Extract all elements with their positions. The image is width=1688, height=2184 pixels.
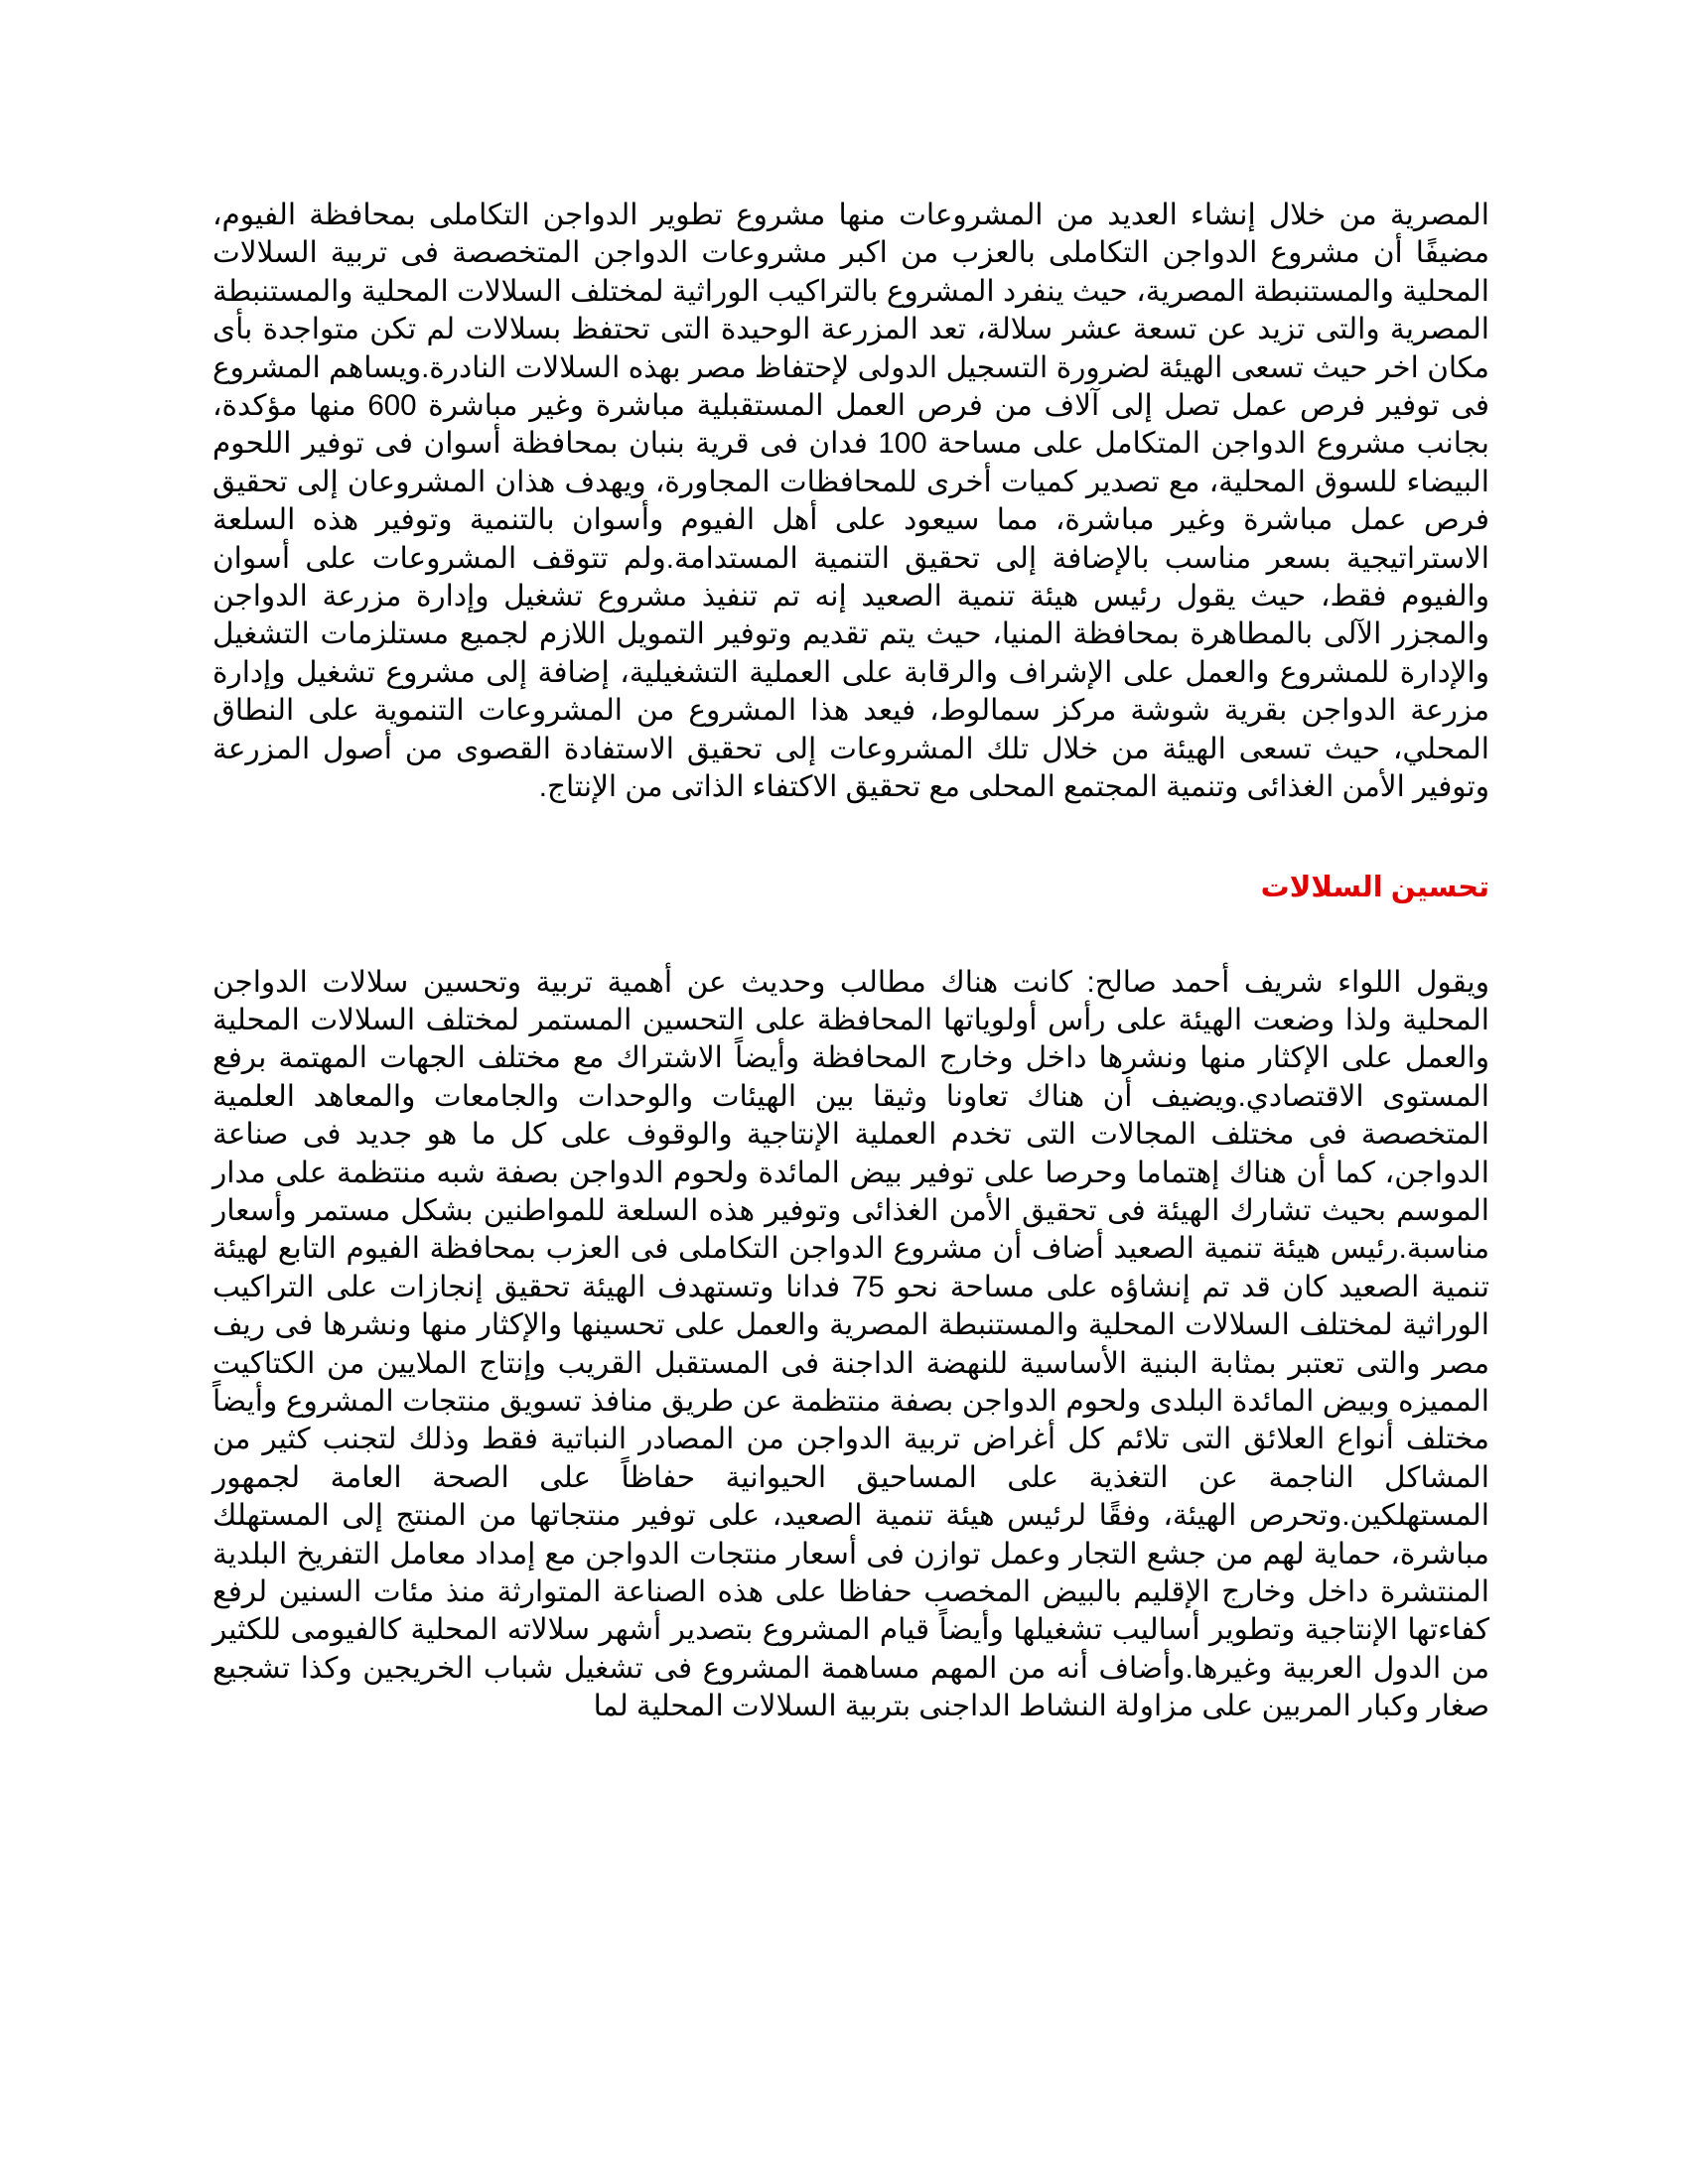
body-paragraph-1: المصرية من خلال إنشاء العديد من المشروعات منها مشروع تطوير الدواجن التكاملى بمحافظة الفيوم، مضيفًا أن مشروع الدواجن التكاملى بالعزب من اكبر مشروعات الدواجن المتخصصة فى تربية السلالات المحلية والمستنبطة المصرية، حيث ينفرد المشروع بالتراكيب الوراثية لمختلف السلالات المحلية والمستنبطة المصرية والتى تزيد عن تسعة عشر سلالة، تعد المزرعة الوحيدة التى تحتفظ بسلالات لم تكن متواجدة بأى مكان اخر حيث تسعى الهيئة لضرورة التسجيل الدولى لإحتفاظ مصر بهذه السلالات النادرة.ويساهم المشروع فى توفير فرص عمل تصل إلى آلاف من فرص العمل المستقبلية مباشرة وغير مباشرة 600 منها مؤكدة، بجانب مشروع الدواجن المتكامل على مساحة 100 فدان فى قرية بنبان بمحافظة أسوان فى توفير اللحوم البيضاء للسوق المحلية، مع تصدير كميات أخرى للمحافظات المجاورة، ويهدف هذان المشروعان إلى تحقيق فرص عمل مباشرة وغير مباشرة، مما سيعود على أهل الفيوم وأسوان بالتنمية وتوفير هذه السلعة الاستراتيجية بسعر مناسب بالإضافة إلى تحقيق التنمية المستدامة.ولم تتوقف المشروعات على أسوان والفيوم فقط، حيث يقول رئيس هيئة تنمية الصعيد إنه تم تنفيذ مشروع تشغيل وإدارة مزرعة الدواجن والمجزر الآلى بالمطاهرة بمحافظة المنيا، حيث يتم تقديم وتوفير التمويل اللازم لجميع مستلزمات التشغيل والإدارة للمشروع والعمل على الإشراف والرقابة على العملية التشغيلية، إضافة إلى مشروع تشغيل وإدارة مزرعة الدواجن بقرية شوشة مركز سمالوط، فيعد هذا المشروع من المشروعات التنموية على النطاق المحلي، حيث تسعى الهيئة من خلال تلك المشروعات إلى تحقيق الاستفادة القصوى من أصول المزرعة وتوفير الأمن الغذائى وتنمية المجتمع المحلى مع تحقيق الاكتفاء الذاتى من الإنتاج.	[212, 199, 1489, 804]
section-heading: تحسين السلالات	[1260, 871, 1489, 903]
document-page	[212, 197, 1489, 1726]
body-paragraph-2: ويقول اللواء شريف أحمد صالح: كانت هناك مطالب وحديث عن أهمية تربية وتحسين سلالات الدواجن المحلية ولذا وضعت الهيئة على رأس أولوياتها المحافظة على التحسين المستمر لمختلف السلالات المحلية والعمل على الإكثار منها ونشرها داخل وخارج المحافظة وأيضاً الاشتراك مع مختلف الجهات المهتمة برفع المستوى الاقتصادي.ويضيف أن هناك تعاونا وثيقا بين الهيئات والوحدات والجامعات والمعاهد العلمية المتخصصة فى مختلف المجالات التى تخدم العملية الإنتاجية والوقوف على كل ما هو جديد فى صناعة الدواجن، كما أن هناك إهتماما وحرصا على توفير بيض المائدة ولحوم الدواجن بصفة شبه منتظمة على مدار الموسم بحيث تشارك الهيئة فى تحقيق الأمن الغذائى وتوفير هذه السلعة للمواطنين بشكل مستمر وأسعار مناسبة.رئيس هيئة تنمية الصعيد أضاف أن مشروع الدواجن التكاملى فى العزب بمحافظة الفيوم التابع لهيئة تنمية الصعيد كان قد تم إنشاؤه على مساحة نحو 75 فدانا وتستهدف الهيئة تحقيق إنجازات على التراكيب الوراثية لمختلف السلالات المحلية والمستنبطة المصرية والعمل على تحسينها والإكثار منها ونشرها فى ريف مصر والتى تعتبر بمثابة البنية الأساسية للنهضة الداجنة فى المستقبل القريب وإنتاج الملايين من الكتاكيت المميزه وبيض المائدة البلدى ولحوم الدواجن بصفة منتظمة عن طريق منافذ تسويق منتجات المشروع وأيضاً مختلف أنواع العلائق التى تلائم كل أغراض تربية الدواجن من المصادر النباتية فقط وذلك لتجنب كثير من المشاكل الناجمة عن التغذية على المساحيق الحيوانية حفاظاً على الصحة العامة لجمهور المستهلكين.وتحرص الهيئة، وفقًا لرئيس هيئة تنمية الصعيد، على توفير منتجاتها من المنتج إلى المستهلك مباشرة، حماية لهم من جشع التجار وعمل توازن فى أسعار منتجات الدواجن مع إمداد معامل التفريخ البلدية المنتشرة داخل وخارج الإقليم بالبيض المخصب حفاظا على هذه الصناعة المتوارثة منذ مئات السنين لرفع كفاءتها الإنتاجية وتطوير أساليب تشغيلها وأيضاً قيام المشروع بتصدير أشهر سلالاته المحلية كالفيومى للكثير من الدول العربية وغيرها.وأضاف أنه من المهم مساهمة المشروع فى تشغيل شباب الخريجين وكذا تشجيع صغار وكبار المربين على مزاولة النشاط الداجنى بتربية السلالات المحلية لما	[212, 965, 1490, 1723]
